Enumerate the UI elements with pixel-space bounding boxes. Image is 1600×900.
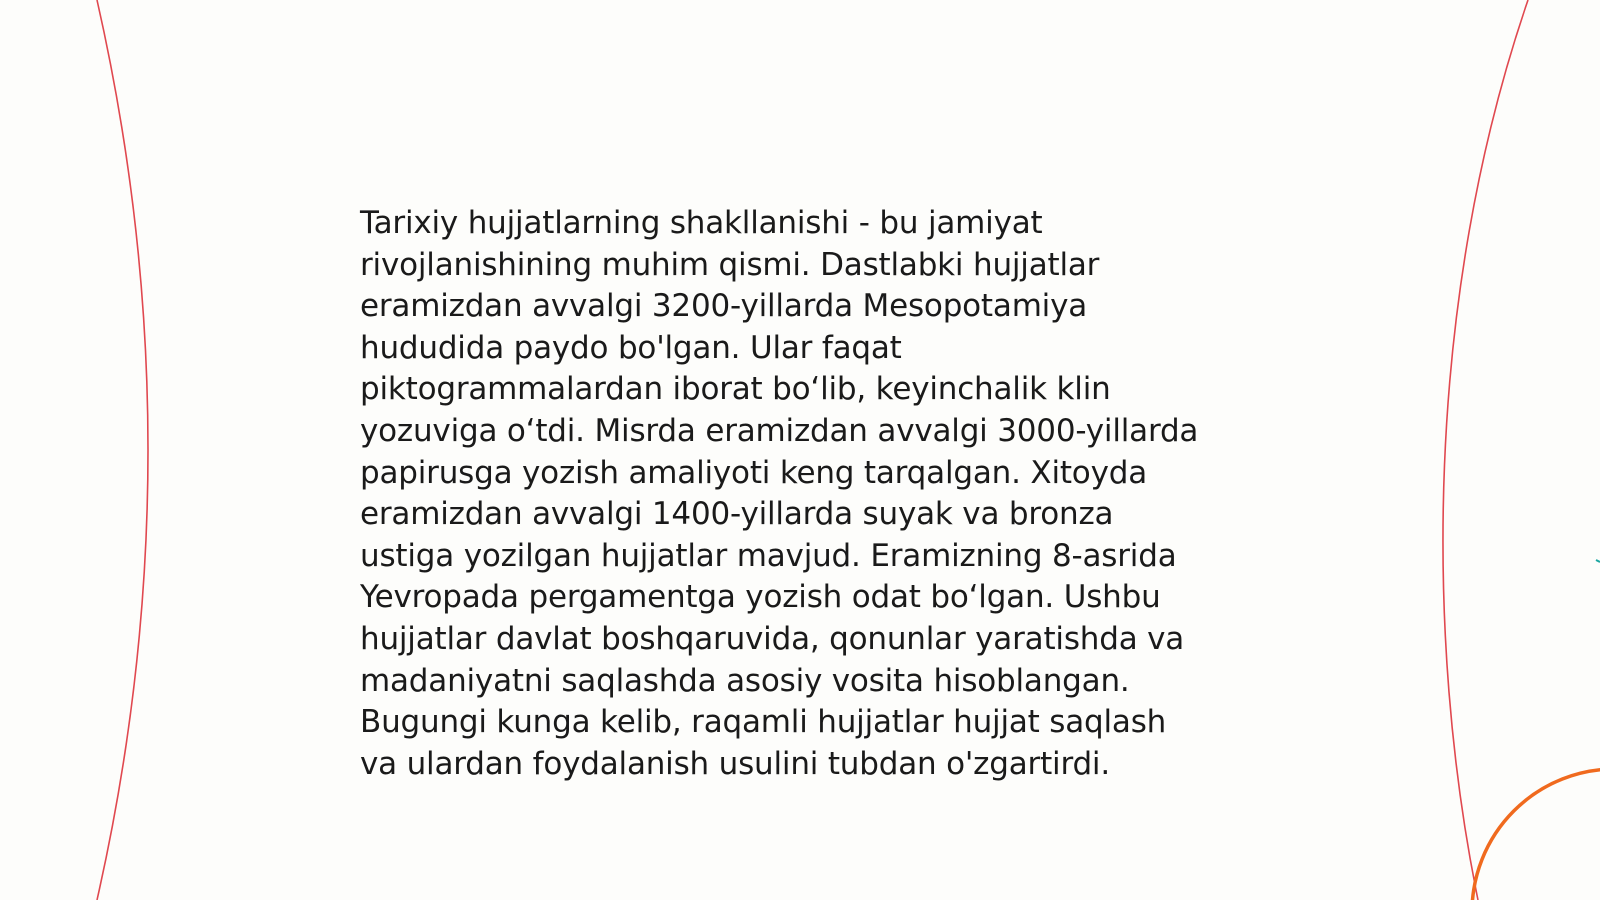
paragraph-line: madaniyatni saqlashda asosiy vosita hisoblangan. <box>360 662 1130 699</box>
paragraph-line: va ulardan foydalanish usulini tubdan o'zgartirdi. <box>360 745 1110 782</box>
paragraph-line: piktogrammalardan iborat bo‘lib, keyinchalik klin <box>360 371 1111 408</box>
paragraph-line: papirusga yozish amaliyoti keng tarqalgan. Xitoyda <box>360 454 1147 491</box>
paragraph-line: hujjatlar davlat boshqaruvida, qonunlar yaratishda va <box>360 620 1185 657</box>
teal-accent-mark <box>1596 560 1600 562</box>
left-arc-line <box>97 0 148 900</box>
paragraph-line: eramizdan avvalgi 3200-yillarda Mesopotamiya <box>360 288 1088 325</box>
paragraph-line: ustiga yozilgan hujjatlar mavjud. Eramizning 8-asrida <box>360 537 1177 574</box>
orange-circle-outline <box>1472 769 1600 900</box>
body-paragraph <box>360 203 1260 785</box>
paragraph-line: yozuviga o‘tdi. Misrda eramizdan avvalgi 3000-yillarda <box>360 412 1199 449</box>
paragraph-line: hududida paydo bo'lgan. Ular faqat <box>360 329 902 366</box>
paragraph-line: Tarixiy hujjatlarning shakllanishi - bu jamiyat <box>360 205 1043 241</box>
paragraph-line: eramizdan avvalgi 1400-yillarda suyak va bronza <box>360 496 1114 533</box>
paragraph-line: Yevropada pergamentga yozish odat bo‘lgan. Ushbu <box>360 579 1161 616</box>
paragraph-line: rivojlanishining muhim qismi. Dastlabki hujjatlar <box>360 246 1100 283</box>
right-arc-line <box>1443 0 1528 900</box>
paragraph-line: Bugungi kunga kelib, raqamli hujjatlar hujjat saqlash <box>360 704 1167 741</box>
